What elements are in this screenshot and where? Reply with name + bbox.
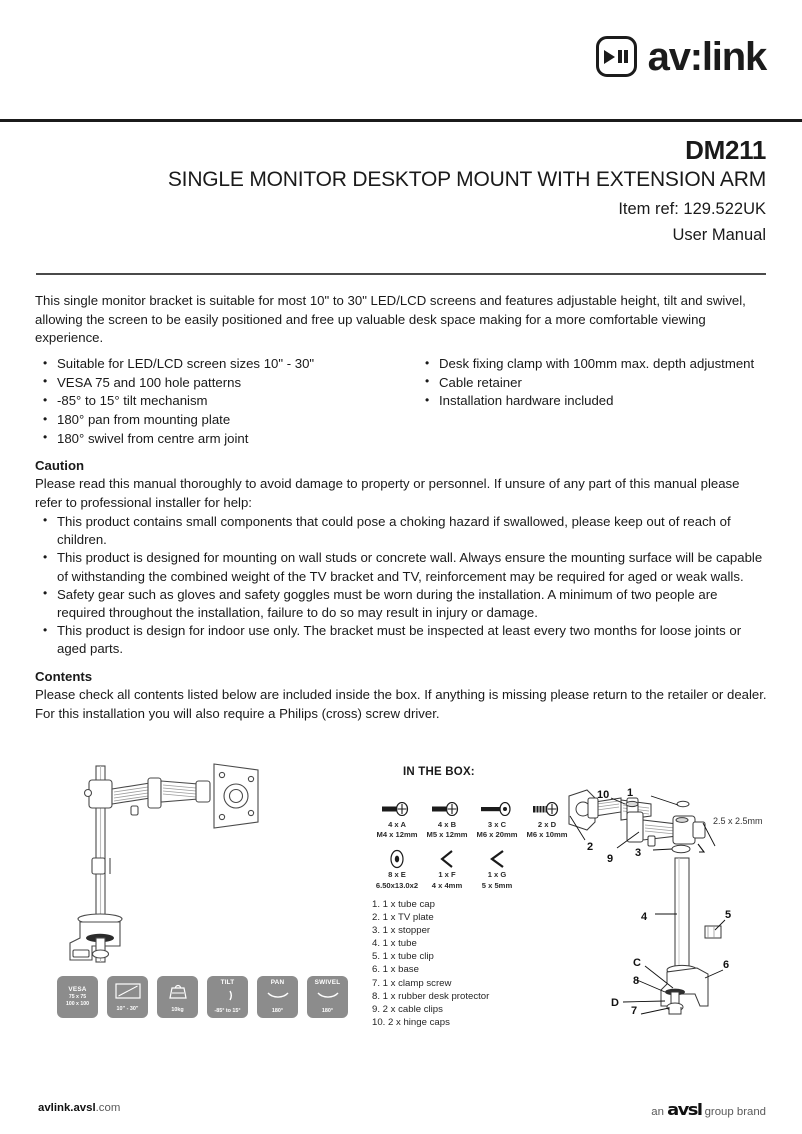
- badge-screen-size: [107, 976, 148, 1018]
- brand-header: [0, 0, 802, 118]
- screen-size-icon: [115, 983, 141, 1004]
- avlink-logo: [596, 36, 766, 77]
- illustration-area: [0, 750, 802, 1040]
- item-reference: Item ref: 129.522UK: [618, 200, 766, 219]
- header-divider: [0, 119, 802, 122]
- in-the-box-title: IN THE BOX:: [403, 766, 475, 778]
- hardware-spec: M6 x 20mm: [476, 830, 518, 840]
- list-item: • -85° to 15° tilt mechanism: [57, 392, 402, 410]
- badge-line-1: 75 x 75: [68, 994, 87, 1001]
- brand-wordmark: av:link: [647, 34, 766, 79]
- feature-list-right: [402, 355, 769, 449]
- badge-line-2: 100 x 100: [65, 1001, 90, 1007]
- product-illustration: [58, 762, 328, 972]
- allen-key-icon: [422, 848, 472, 870]
- badge-title: TILT: [220, 979, 235, 987]
- badge-tilt: [207, 976, 248, 1018]
- title-block: [36, 136, 766, 249]
- caution-heading: Caution: [35, 458, 85, 473]
- spacer-note: 2.5 x 2.5mm: [713, 816, 763, 826]
- exploded-diagram: [565, 778, 800, 1028]
- hardware-item: [372, 798, 422, 839]
- list-item: • This product is design for indoor use only. The bracket must be inspected at least every two months for loose joints or aged parts.: [57, 622, 769, 658]
- hardware-item: [472, 798, 522, 839]
- hardware-qty: 1 x F: [438, 870, 456, 880]
- hardware-item: [422, 848, 472, 889]
- callout-d: D: [611, 997, 619, 1009]
- callout-8: 8: [633, 975, 640, 987]
- badge-vesa: [57, 976, 98, 1018]
- badge-weight: [157, 976, 198, 1018]
- list-item: • Safety gear such as gloves and safety goggles must be worn during the installation. A minimum of two people are required throughout the installation, failure to do so may result in injury or damage.: [57, 586, 769, 622]
- list-item: • This product is designed for mounting on wall studs or concrete wall. Always ensure the mounting surface will be capable of withstanding the combined weight of the TV bracket and TV, reinforcement may be required for aged or weak walls.: [57, 549, 769, 585]
- contents-heading: Contents: [35, 669, 93, 684]
- badge-pan: [257, 976, 298, 1018]
- badge-title: VESA: [68, 986, 87, 994]
- hardware-item: [372, 848, 422, 889]
- badge-title: SWIVEL: [314, 979, 341, 987]
- document-type: User Manual: [672, 226, 766, 245]
- badge-value: 180°: [271, 1008, 284, 1015]
- callout-7: 7: [631, 1005, 638, 1017]
- long-bolt-icon: [472, 798, 522, 820]
- weight-icon: [168, 982, 188, 1005]
- swivel-icon: [316, 988, 340, 1006]
- hardware-qty: 4 x A: [388, 820, 406, 829]
- hardware-spec: 5 x 5mm: [481, 880, 513, 890]
- washer-icon: [372, 848, 422, 870]
- contents-line-1: Please check all contents listed below are included inside the box. If anything is missing please return to the retailer or dealer.: [35, 687, 767, 703]
- list-item: • Cable retainer: [439, 374, 769, 392]
- model-number: DM211: [685, 135, 766, 165]
- pan-icon: [266, 988, 290, 1006]
- feature-badges: [57, 976, 348, 1018]
- caution-intro: Please read this manual thoroughly to avoid damage to property or personnel. If unsure of any part of this manual please refer to professional installer for help:: [35, 476, 740, 511]
- callout-2: 2: [587, 841, 594, 853]
- list-item: • Desk fixing clamp with 100mm max. depth adjustment: [439, 355, 769, 373]
- group-brand-mark: [651, 1100, 766, 1119]
- callout-3: 3: [635, 847, 642, 859]
- list-item: • Suitable for LED/LCD screen sizes 10" - 30": [57, 355, 402, 373]
- hardware-qty: 3 x C: [487, 820, 507, 829]
- hardware-qty: 8 x E: [388, 870, 406, 880]
- hardware-qty: 4 x B: [437, 820, 457, 829]
- list-item: • 180° pan from mounting plate: [57, 411, 402, 429]
- feature-lists: [35, 355, 769, 449]
- list-item: 3. 1 x stopper: [372, 925, 431, 937]
- hardware-spec: M4 x 12mm: [376, 830, 418, 840]
- list-item: 9. 2 x cable clips: [372, 1003, 443, 1015]
- page-footer: [0, 1088, 802, 1134]
- hardware-spec: M6 x 10mm: [526, 830, 568, 840]
- website-bold: avlink.avsl: [38, 1102, 96, 1114]
- callout-6: 6: [723, 959, 730, 971]
- hardware-grid: [372, 798, 572, 890]
- callout-9: 9: [607, 853, 614, 865]
- tilt-icon: [217, 988, 239, 1006]
- intro-paragraph: This single monitor bracket is suitable for most 10" to 30" LED/LCD screens and features adjustable height, tilt and swivel, allowing the screen to be easily positioned and free up valuable desk space making for a more comfortable viewing experience.: [35, 293, 746, 346]
- callout-4: 4: [641, 911, 648, 923]
- hardware-item: [472, 848, 522, 889]
- callout-10: 10: [597, 789, 610, 801]
- callout-c: C: [633, 957, 641, 969]
- contents-section: [35, 668, 769, 724]
- badge-value: 10" - 30": [116, 1005, 139, 1012]
- hardware-spec: 6.50x13.0x2: [375, 880, 419, 890]
- badge-value: -85° to 15°: [214, 1008, 241, 1015]
- hardware-item: [422, 798, 472, 839]
- hardware-qty: 1 x G: [487, 870, 507, 880]
- list-item: 1. 1 x tube cap: [372, 899, 435, 910]
- list-item: • Installation hardware included: [439, 392, 769, 410]
- bolt-icon: [372, 798, 422, 820]
- list-item: 7. 1 x clamp screw: [372, 977, 452, 989]
- list-item: 2. 1 x TV plate: [372, 912, 434, 924]
- an-label: an: [651, 1106, 664, 1118]
- hardware-qty: 2 x D: [537, 820, 557, 829]
- list-item: • This product contains small components that could pose a choking hazard if swallowed, please keep out of reach of children.: [57, 513, 769, 549]
- group-brand-label: group brand: [704, 1106, 766, 1118]
- hardware-spec: M5 x 12mm: [426, 830, 468, 840]
- hardware-spec: 4 x 4mm: [431, 880, 463, 890]
- list-item: 10. 2 x hinge caps: [372, 1016, 450, 1028]
- title-divider: [36, 273, 766, 275]
- list-item: 4. 1 x tube: [372, 938, 417, 950]
- contents-line-2: For this installation you will also require a Philips (cross) screw driver.: [35, 706, 440, 722]
- feature-list-left: [35, 355, 402, 449]
- list-item: 8. 1 x rubber desk protector: [372, 990, 490, 1002]
- list-item: • 180° swivel from centre arm joint: [57, 430, 402, 448]
- callout-5: 5: [725, 909, 732, 921]
- bolt-icon: [422, 798, 472, 820]
- callout-1: 1: [627, 787, 634, 799]
- caution-list: [35, 513, 769, 659]
- parts-list: [372, 898, 582, 1029]
- list-item: 5. 1 x tube clip: [372, 951, 434, 963]
- badge-value: 10kg: [171, 1006, 184, 1013]
- badge-value: 180°: [321, 1008, 334, 1015]
- list-item: 6. 1 x base: [372, 964, 419, 976]
- badge-swivel: [307, 976, 348, 1018]
- badge-title: PAN: [270, 979, 285, 987]
- caution-section: [35, 457, 769, 659]
- product-title: SINGLE MONITOR DESKTOP MOUNT WITH EXTENSION ARM: [167, 168, 766, 192]
- avsl-logo: avsl: [667, 1100, 702, 1119]
- allen-key-icon: [472, 848, 522, 870]
- website-url: [38, 1102, 120, 1114]
- list-item: • VESA 75 and 100 hole patterns: [57, 374, 402, 392]
- website-tld: .com: [95, 1102, 121, 1114]
- play-pause-rounded-square-icon: [596, 36, 637, 77]
